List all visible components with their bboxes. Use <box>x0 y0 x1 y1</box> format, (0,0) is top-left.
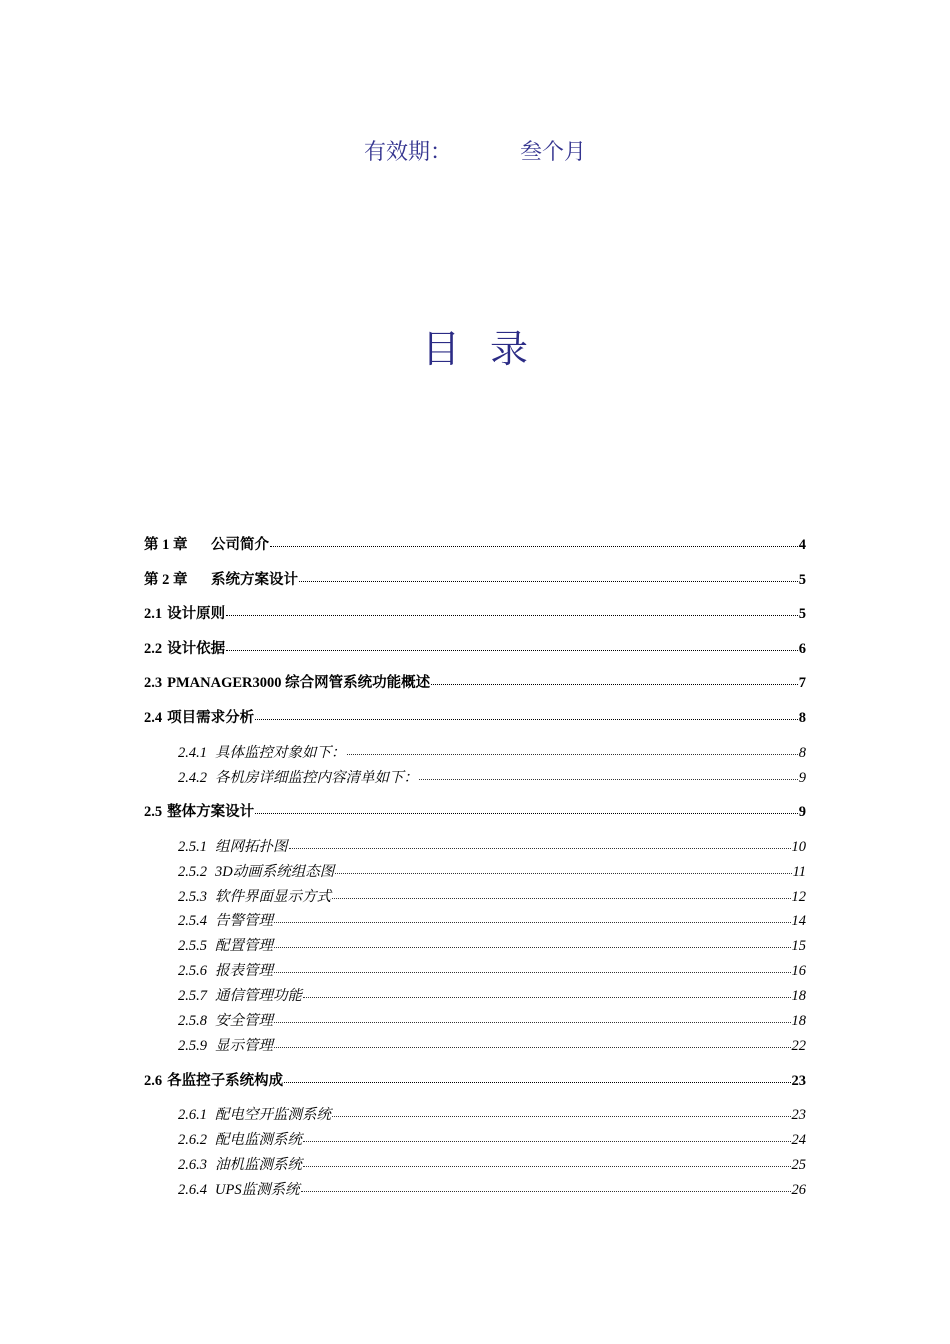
toc-dot-leader <box>431 683 798 685</box>
toc-entry-title: 软件界面显示方式 <box>215 888 331 905</box>
toc-entry-number: 2.4.2 <box>178 769 207 786</box>
toc-entry[interactable] <box>144 800 806 821</box>
toc-entry[interactable] <box>144 1069 806 1090</box>
toc-entry[interactable] <box>178 1153 806 1174</box>
toc-entry-page: 7 <box>798 675 806 692</box>
toc-dot-leader <box>255 718 798 720</box>
toc-dot-leader <box>274 921 791 923</box>
toc-entry-page: 15 <box>791 938 806 955</box>
toc-entry-title: PMANAGER3000 综合网管系统功能概述 <box>167 675 431 692</box>
toc-entry-page: 12 <box>791 888 806 905</box>
toc-entry-number: 2.5.2 <box>178 863 207 880</box>
toc-dot-leader <box>303 996 791 998</box>
toc-dot-leader <box>347 753 798 755</box>
toc-entry-page: 9 <box>798 804 806 821</box>
toc-entry-title: 告警管理 <box>215 913 273 930</box>
toc-title: 目录 <box>421 327 558 371</box>
toc-entry-page: 22 <box>791 1037 806 1054</box>
toc-entry-page: 11 <box>792 863 806 880</box>
toc-entry[interactable] <box>178 909 806 930</box>
toc-entry-title: 各机房详细监控内容清单如下： <box>215 769 418 786</box>
toc-entry[interactable] <box>144 602 806 623</box>
toc-entry[interactable] <box>178 934 806 955</box>
validity-label: 有效期： <box>363 140 452 165</box>
toc-entry-number: 2.5.4 <box>178 913 207 930</box>
toc-entry[interactable] <box>178 885 806 906</box>
toc-dot-leader <box>419 778 798 780</box>
toc-entry-page: 8 <box>798 744 806 761</box>
toc-entry-number: 2.4 <box>144 710 163 726</box>
toc-entry-page: 25 <box>791 1156 806 1173</box>
toc-entry[interactable] <box>144 706 806 727</box>
toc-entry-title: 设计依据 <box>167 640 226 657</box>
toc-entry-page: 10 <box>791 838 806 855</box>
toc-entry-title: UPS监测系统 <box>215 1181 300 1198</box>
toc-entry-number: 2.5.8 <box>178 1013 207 1029</box>
toc-entry-number: 2.5.6 <box>178 963 207 980</box>
toc-entry-title: 具体监控对象如下： <box>215 744 346 761</box>
toc-entry[interactable] <box>144 533 806 554</box>
toc-entry[interactable] <box>178 860 806 881</box>
toc-entry-page: 6 <box>798 640 806 657</box>
toc-entry[interactable] <box>178 1178 806 1199</box>
toc-dot-leader <box>274 946 791 948</box>
toc-entry[interactable] <box>178 984 806 1005</box>
toc-entry-number: 2.6 <box>144 1072 163 1089</box>
toc-entry-number: 2.5.7 <box>178 988 207 1005</box>
toc-entry-title: 组网拓扑图 <box>215 838 288 855</box>
toc-entry-page: 14 <box>791 913 806 930</box>
toc-entry[interactable] <box>144 671 806 692</box>
toc-dot-leader <box>301 1190 791 1192</box>
toc-entry[interactable] <box>178 1103 806 1124</box>
toc-entry-page: 5 <box>798 606 806 623</box>
toc-dot-leader <box>255 812 798 814</box>
toc-entry-title: 报表管理 <box>215 963 273 980</box>
toc-dot-leader <box>284 1081 790 1083</box>
toc-entry-number: 2.6.1 <box>178 1107 207 1124</box>
toc-entry[interactable] <box>178 835 806 856</box>
toc-dot-leader <box>332 1115 791 1117</box>
toc-entry-title: 配置管理 <box>215 938 273 955</box>
toc-entry-number: 第 1 章 <box>144 537 188 553</box>
toc-dot-leader <box>303 1165 791 1167</box>
toc-entry-page: 24 <box>791 1132 806 1148</box>
toc-entry-title: 整体方案设计 <box>167 804 255 821</box>
toc-entry-title: 各监控子系统构成 <box>167 1072 284 1089</box>
toc-dot-leader <box>274 971 791 973</box>
validity-line <box>0 135 950 166</box>
toc-entry-page: 26 <box>791 1181 806 1198</box>
toc-entry-page: 18 <box>791 1013 806 1029</box>
toc-entry-number: 2.5.9 <box>178 1037 207 1054</box>
toc-entry-title: 显示管理 <box>215 1037 273 1054</box>
toc-entry[interactable] <box>178 1128 806 1149</box>
toc-entry-number: 2.6.3 <box>178 1156 207 1173</box>
toc-entry[interactable] <box>178 741 806 762</box>
toc-entry[interactable] <box>144 637 806 658</box>
toc-entry[interactable] <box>178 1009 806 1030</box>
toc-dot-leader <box>332 897 791 899</box>
toc-entry[interactable] <box>178 766 806 787</box>
toc-entry-number: 2.1 <box>144 606 163 623</box>
toc-entry-title: 设计原则 <box>167 606 226 623</box>
toc-entry-page: 18 <box>791 988 806 1005</box>
toc-entry-page: 23 <box>791 1072 806 1089</box>
toc-entry-title: 系统方案设计 <box>211 571 298 588</box>
toc-entry-number: 2.5.3 <box>178 888 207 905</box>
toc-dot-leader <box>226 614 798 616</box>
toc-entry-title: 配电监测系统 <box>215 1132 302 1148</box>
toc-entry-number: 2.4.1 <box>178 744 207 761</box>
toc-entry-page: 9 <box>798 769 806 786</box>
toc-dot-leader <box>226 649 798 651</box>
toc-entry-title: 安全管理 <box>215 1013 273 1029</box>
toc-entry-number: 2.5.5 <box>178 938 207 955</box>
toc-entry-number: 2.6.2 <box>178 1132 207 1148</box>
toc-entry-page: 4 <box>798 537 806 553</box>
toc-entry-number: 2.6.4 <box>178 1181 207 1198</box>
toc-entry[interactable] <box>178 1034 806 1055</box>
toc-entry-page: 8 <box>798 710 806 726</box>
toc-entry-number: 2.2 <box>144 640 163 657</box>
toc-entry-title: 3D动画系统组态图 <box>215 863 335 880</box>
toc-entry[interactable] <box>144 568 806 589</box>
toc-entry-number: 2.5.1 <box>178 838 207 855</box>
validity-value: 叁个月 <box>520 140 587 165</box>
toc-dot-leader <box>274 1046 791 1048</box>
toc-dot-leader <box>299 580 798 582</box>
toc-entry-title: 公司简介 <box>211 537 269 553</box>
toc-entry-title: 油机监测系统 <box>215 1156 302 1173</box>
toc-dot-leader <box>335 872 791 874</box>
toc-entry-number: 2.3 <box>144 675 163 692</box>
toc-entry[interactable] <box>178 959 806 980</box>
toc-entry-title: 配电空开监测系统 <box>215 1107 331 1124</box>
toc-entry-title: 项目需求分析 <box>167 710 255 726</box>
toc-entry-number: 第 2 章 <box>144 571 188 588</box>
toc-entry-title: 通信管理功能 <box>215 988 302 1005</box>
toc-entry-page: 23 <box>791 1107 806 1124</box>
toc-dot-leader <box>303 1140 791 1142</box>
toc-dot-leader <box>270 545 798 547</box>
toc-dot-leader <box>274 1021 791 1023</box>
toc-entry-page: 5 <box>798 571 806 588</box>
toc-entry-number: 2.5 <box>144 804 163 821</box>
toc-entry-page: 16 <box>791 963 806 980</box>
toc-dot-leader <box>289 847 791 849</box>
